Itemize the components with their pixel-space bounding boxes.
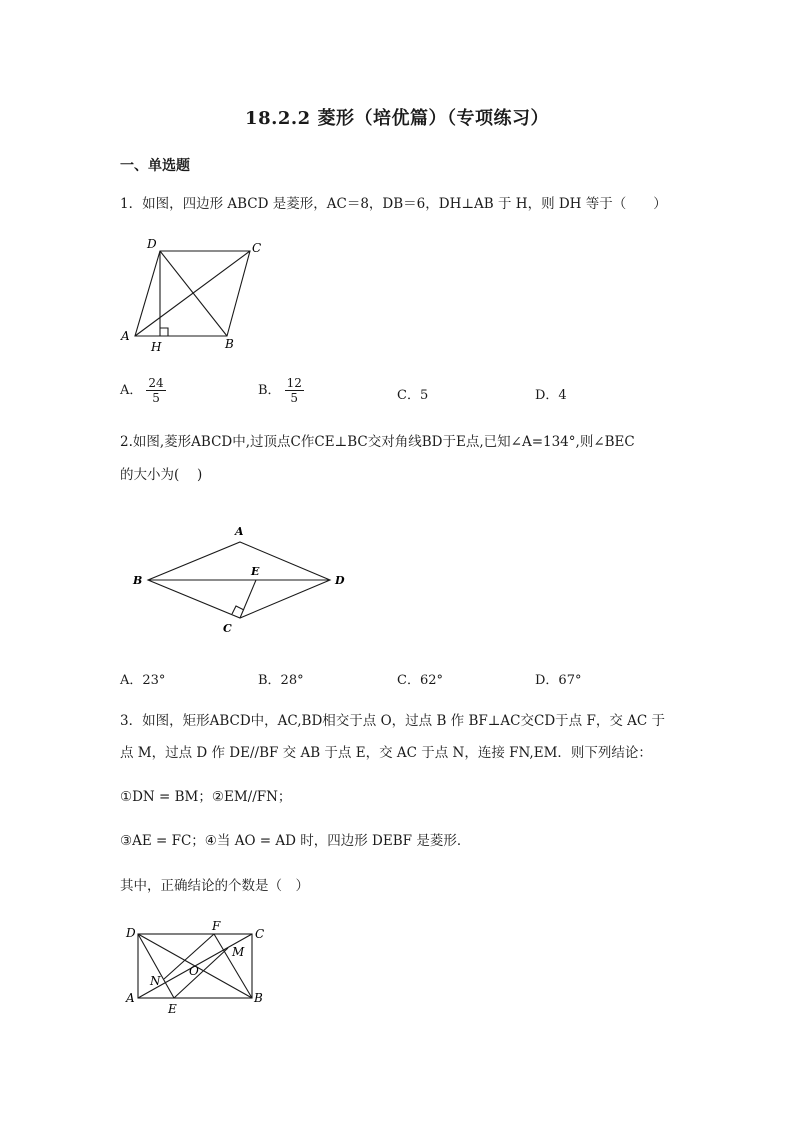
question-2-diagram xyxy=(128,520,353,638)
section-heading: 一、单选题 xyxy=(120,158,190,174)
q1-label-a: A xyxy=(121,329,130,343)
q3-label-c: C xyxy=(255,927,265,941)
q2-label-e: E xyxy=(251,565,260,578)
q2-label-a: A xyxy=(235,525,244,538)
q1-option-b[interactable] xyxy=(258,376,304,405)
question-1-stem: 1．如图，四边形 ABCD 是菱形，AC＝8，DB＝6，DH⊥AB 于 H，则 DH 等于（ ） xyxy=(120,196,667,212)
q1-option-a-numerator: 24 xyxy=(148,376,164,390)
question-2-stem-line-2: 的大小为( ) xyxy=(120,467,203,483)
q1-label-h: H xyxy=(151,340,162,354)
q1-option-a-prefix: A． xyxy=(120,383,143,398)
q1-label-c: C xyxy=(252,241,262,255)
q1-label-b: B xyxy=(225,337,234,351)
q3-label-d: D xyxy=(126,926,136,940)
q3-label-f: F xyxy=(212,919,221,933)
q1-option-a-denominator: 5 xyxy=(152,391,160,405)
q1-option-b-prefix: B． xyxy=(258,383,281,398)
q1-option-a[interactable] xyxy=(120,376,166,405)
q1-option-b-denominator: 5 xyxy=(290,391,299,405)
q2-label-b: B xyxy=(133,574,143,587)
q3-label-e: E xyxy=(168,1002,177,1016)
question-3-stem-line-1: 3．如图，矩形ABCD中，AC,BD相交于点 O，过点 B 作 BF⊥AC交CD于点 F，交 AC 于 xyxy=(120,713,665,729)
question-3-stem-line-2: 点 M，过点 D 作 DE//BF 交 AB 于点 E，交 AC 于点 N，连接 FN,EM．则下列结论： xyxy=(120,745,652,761)
q2-option-d[interactable]: D．67° xyxy=(535,673,582,688)
q1-label-d: D xyxy=(147,237,157,251)
q1-option-d[interactable]: D．4 xyxy=(535,388,567,403)
q2-option-c[interactable]: C．62° xyxy=(397,673,443,688)
question-3-prompt: 其中，正确结论的个数是（ ） xyxy=(120,878,309,894)
q3-label-b: B xyxy=(254,991,263,1005)
q3-label-n: N xyxy=(150,974,161,988)
q1-option-b-numerator: 12 xyxy=(286,376,302,390)
page-title: 18.2.2 菱形（培优篇）（专项练习） xyxy=(245,108,549,129)
question-1-diagram xyxy=(115,232,275,356)
q2-option-b[interactable]: B．28° xyxy=(258,673,304,688)
question-3-diagram xyxy=(118,918,276,1018)
q3-label-a: A xyxy=(126,991,135,1005)
q1-option-c[interactable]: C．5 xyxy=(397,388,429,403)
q3-segment-bf xyxy=(214,934,252,998)
question-2-stem-line-1: 2.如图,菱形ABCD中,过顶点C作CE⊥BC交对角线BD于E点,已知∠A=134°,则∠BEC xyxy=(120,434,635,450)
q1-diagonal-bd xyxy=(160,251,227,336)
q2-label-c: C xyxy=(223,622,232,635)
question-3-statement-3-4: ③AE = FC；④当 AO = AD 时，四边形 DEBF 是菱形． xyxy=(120,833,471,849)
q2-option-a[interactable]: A．23° xyxy=(120,673,166,688)
question-3-statement-1-2: ①DN = BM；②EM//FN； xyxy=(120,789,292,805)
q1-diagonal-ac xyxy=(135,251,250,336)
q1-option-b-fraction xyxy=(285,376,304,405)
q3-label-o: O xyxy=(189,964,199,978)
q1-right-angle-mark xyxy=(160,328,168,336)
q1-option-a-fraction xyxy=(146,376,165,405)
q3-label-m: M xyxy=(232,945,245,959)
q2-label-d: D xyxy=(335,574,345,587)
